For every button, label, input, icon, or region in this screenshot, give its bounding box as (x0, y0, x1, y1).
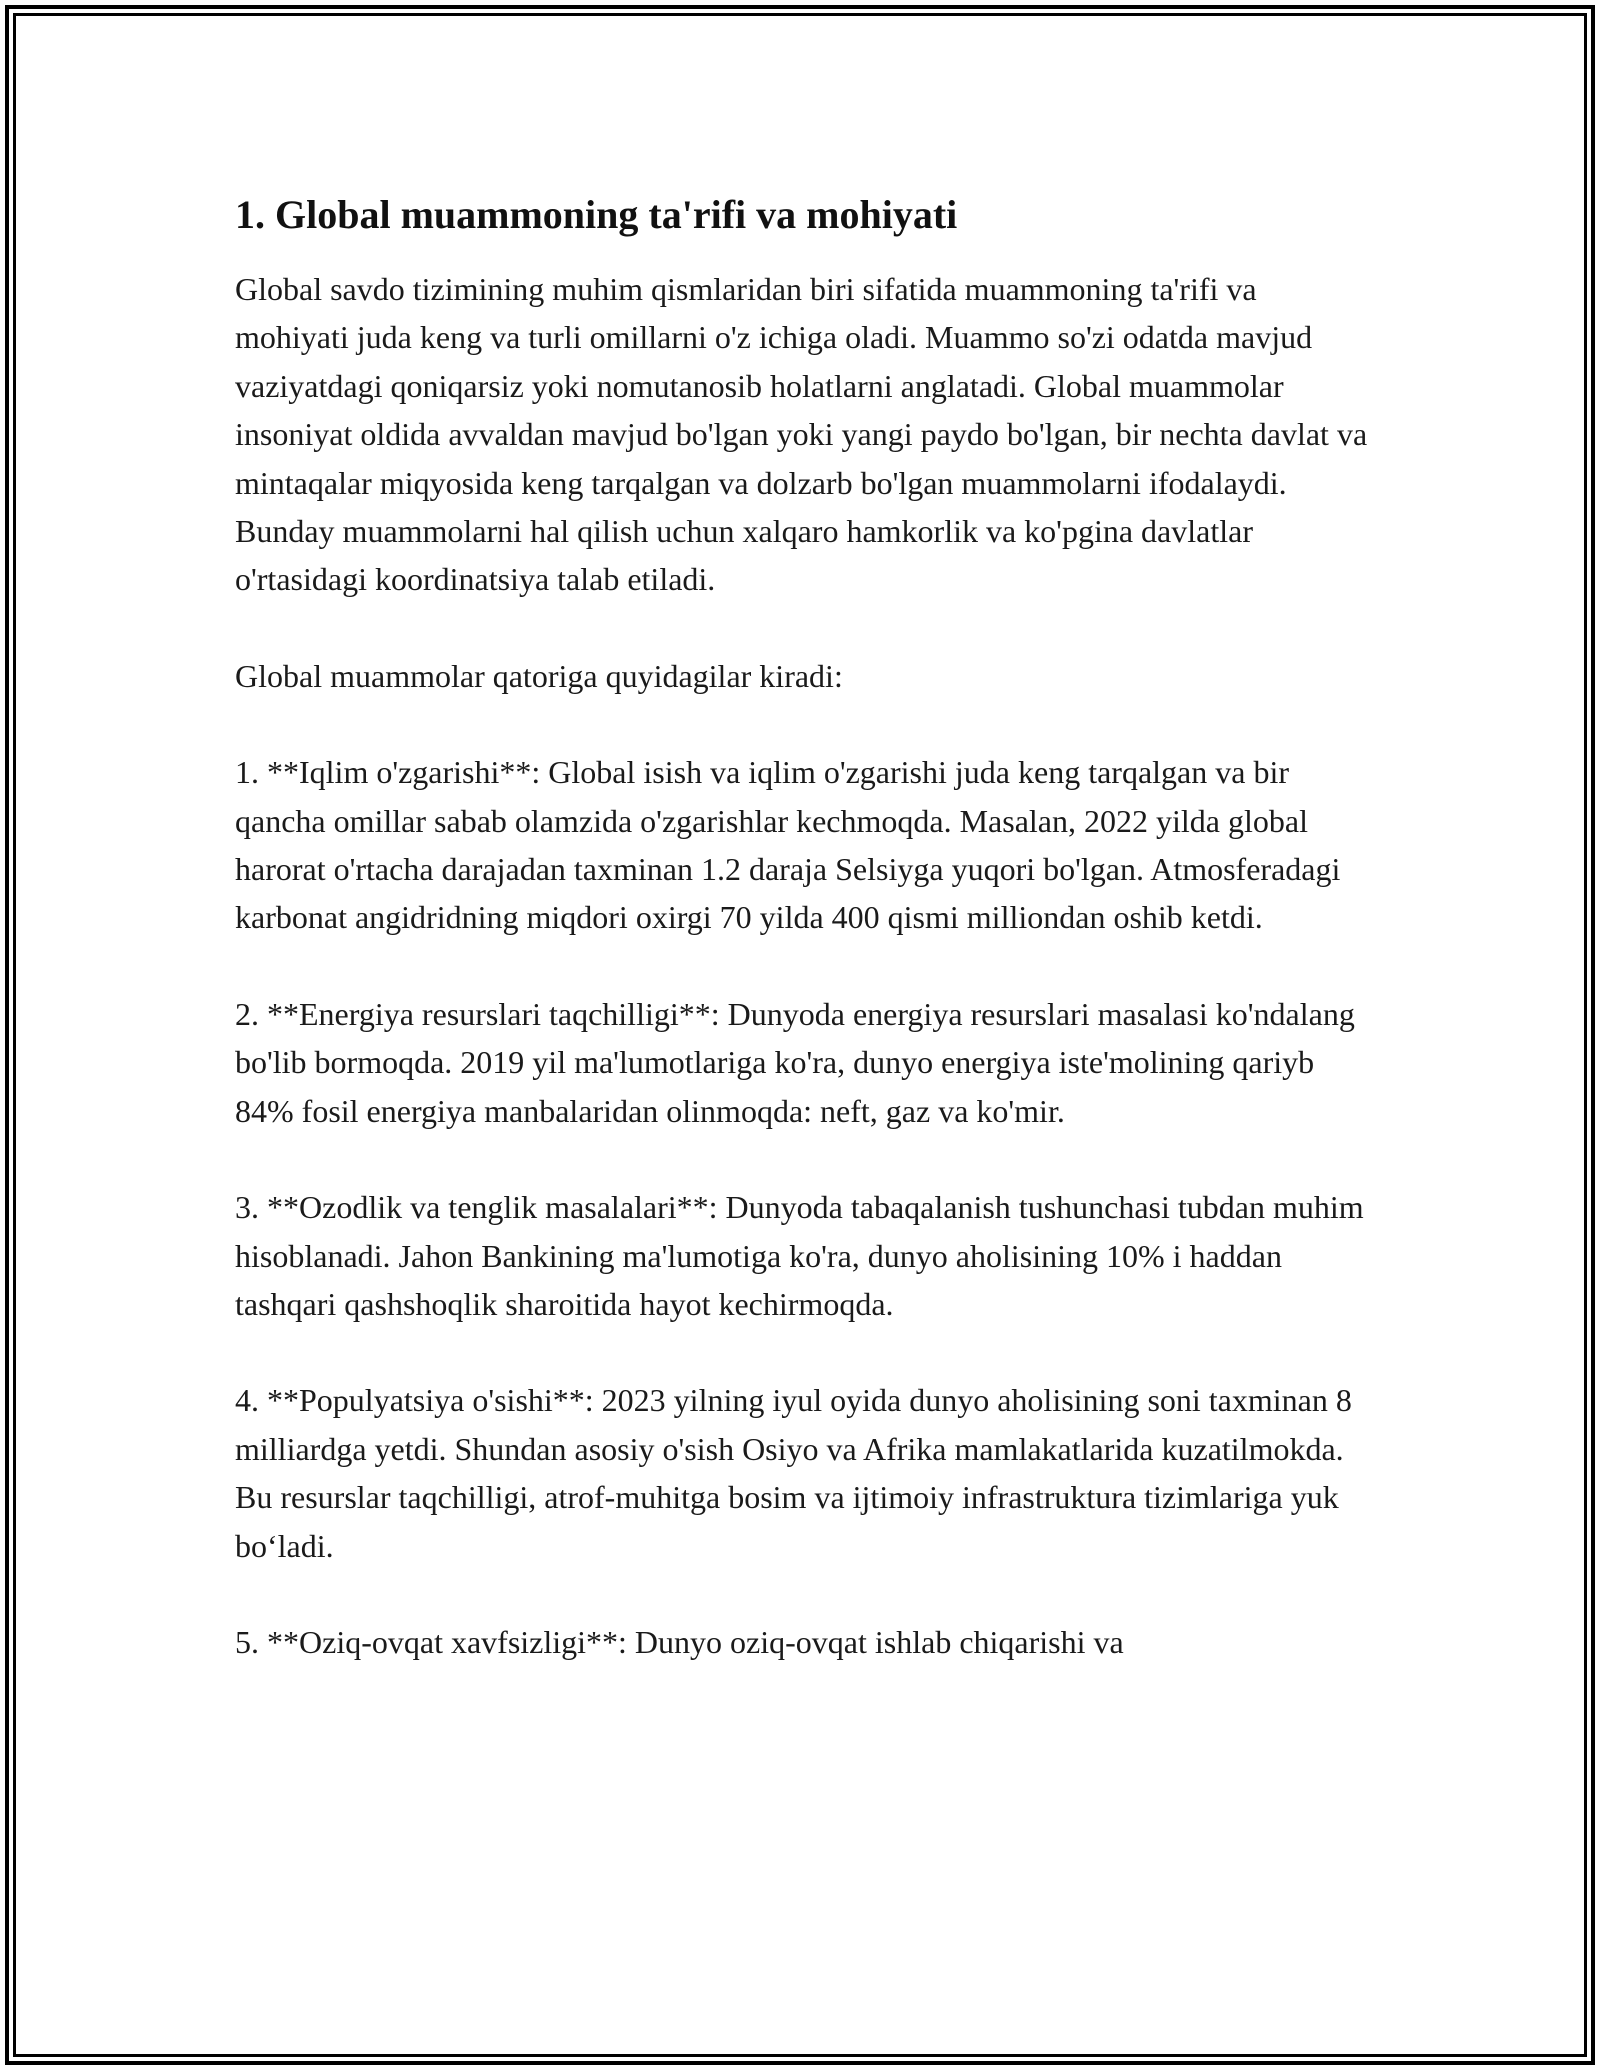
document-body (235, 183, 1375, 1666)
section-heading: 1. Global muammoning ta'rifi va mohiyati (235, 192, 958, 237)
list-item-energy-resources: 2. **Energiya resurslari taqchilligi**: Dunyoda energiya resurslari masalasi ko'ndalang bo'lib bormoqda. 2019 yil ma'lumotlariga ko'ra, dunyo energiya iste'molining qariyb 84% fosil energiya manbalaridan olinmoqda: neft, gaz va ko'mir. (235, 995, 1355, 1129)
list-intro-paragraph: Global muammolar qatoriga quyidagilar kiradi: (235, 657, 843, 694)
list-item-freedom-equality: 3. **Ozodlik va tenglik masalalari**: Dunyoda tabaqalanish tushunchasi tubdan muhim hisoblanadi. Jahon Bankining ma'lumotiga ko'ra, dunyo aholisining 10% i haddan tashqari qashshoqlik sharoitida hayot kechirmoqda. (235, 1189, 1364, 1322)
intro-paragraph: Global savdo tizimining muhim qismlaridan biri sifatida muammoning ta'rifi va mohiyati juda keng va turli omillarni o'z ichiga oladi. Muammo so'zi odatda mavjud vaziyatdagi qoniqarsiz yoki nomutanosib holatlarni anglatadi. Global muammolar insoniyat oldida avvaldan mavjud bo'lgan yoki yangi paydo bo'lgan, bir nechta davlat va mintaqalar miqyosida keng tarqalgan va dolzarb bo'lgan muammolarni ifodalaydi. Bunday muammolarni hal qilish uchun xalqaro hamkorlik va ko'pgina davlatlar o'rtasidagi koordinatsiya talab etiladi. (235, 271, 1368, 598)
list-item-food-security: 5. **Oziq-ovqat xavfsizligi**: Dunyo oziq-ovqat ishlab chiqarishi va (235, 1623, 1124, 1660)
list-item-climate-change: 1. **Iqlim o'zgarishi**: Global isish va iqlim o'zgarishi juda keng tarqalgan va bir qancha omillar sabab olamzida o'zgarishlar kechmoqda. Masalan, 2022 yilda global harorat o'rtacha darajadan taxminan 1.2 daraja Selsiyga yuqori bo'lgan. Atmosferadagi karbonat angidridning miqdori oxirgi 70 yilda 400 qismi milliondan oshib ketdi. (235, 754, 1341, 936)
list-item-population-growth: 4. **Populyatsiya o'sishi**: 2023 yilning iyul oyida dunyo aholisining soni taxminan 8 milliardga yetdi. Shundan asosiy o'sish Osiyo va Afrika mamlakatlarida kuzatilmokda. Bu resurslar taqchilligi, atrof-muhitga bosim va ijtimoiy infrastruktura tizimlariga yuk bo‘ladi. (235, 1382, 1352, 1564)
